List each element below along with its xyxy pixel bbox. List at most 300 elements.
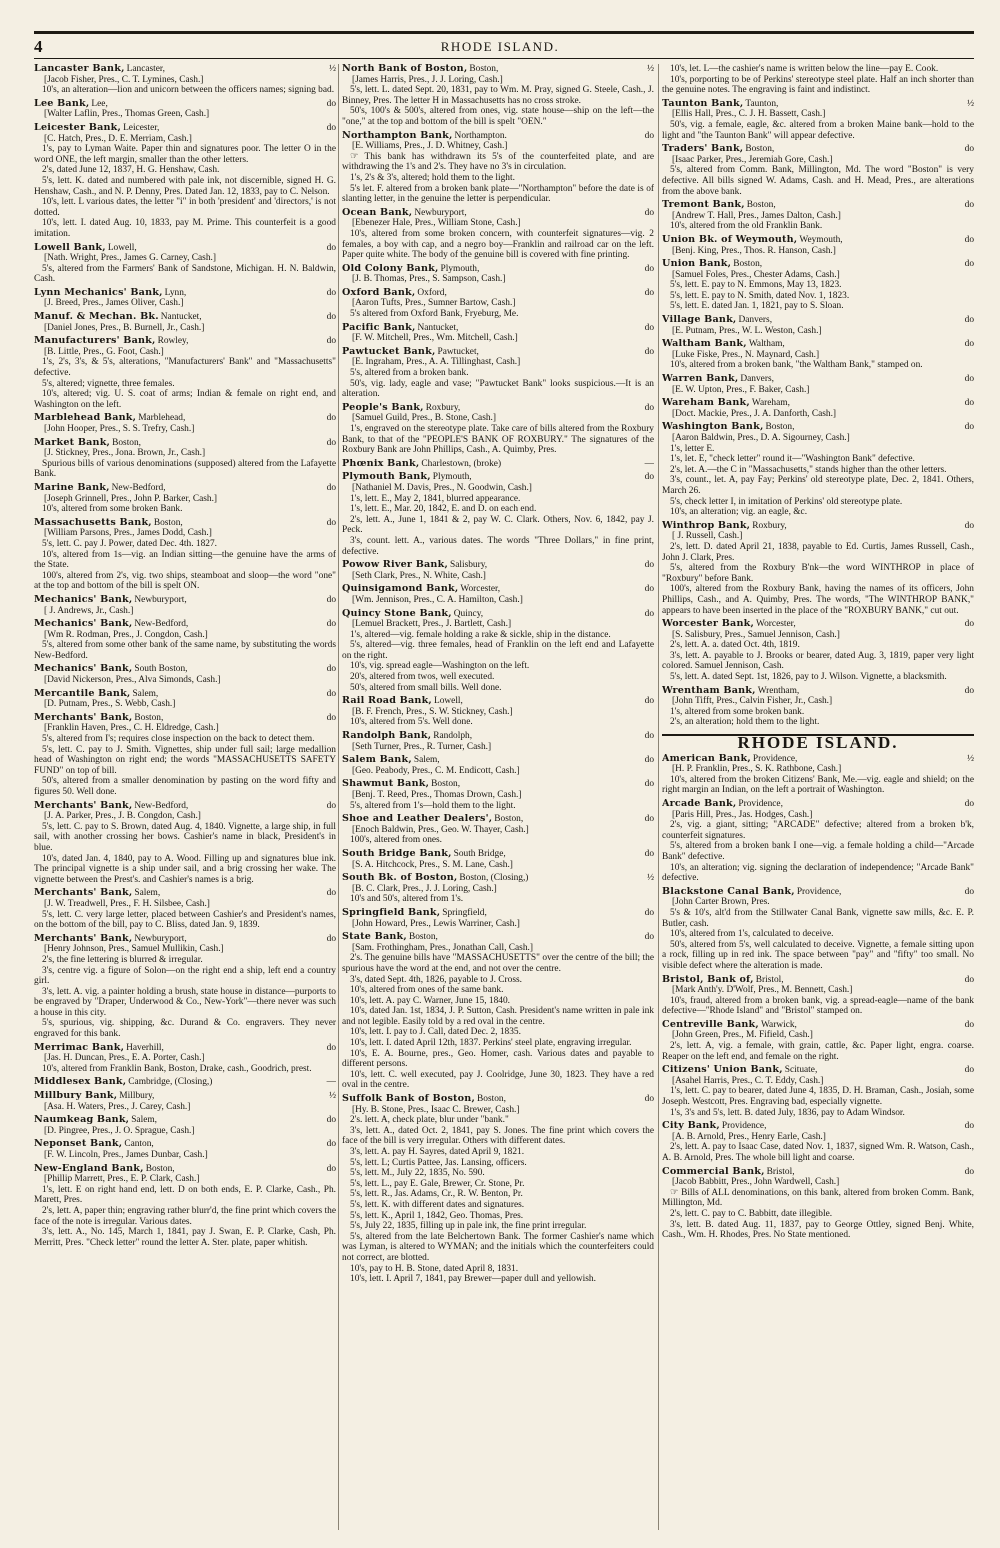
discount-rate: —: [326, 1077, 336, 1088]
bank-location: Plymouth,: [440, 263, 480, 274]
bank-officers: [Henry Johnson, Pres., Samuel Mullikin, Cash.]: [44, 944, 224, 955]
bank-name: Merchants' Bank,: [34, 711, 133, 723]
discount-rate: do: [644, 322, 654, 333]
bank-location: Springfield,: [442, 907, 487, 918]
bank-name: Mechanics' Bank,: [34, 593, 133, 605]
bank-officers: [William Parsons, Pres., James Dodd, Cash.]: [44, 528, 212, 539]
bank-title: [342, 779, 460, 790]
bank-entry-header: [342, 696, 654, 707]
counterfeit-note: 2's, an alteration; hold them to the light.: [670, 717, 820, 728]
bank-entry: [342, 208, 654, 261]
bank-officers: [Aaron Baldwin, Pres., D. A. Sigourney, Cash.]: [672, 433, 850, 443]
bank-name: Middlesex Bank,: [34, 1076, 127, 1088]
discount-rate: do: [644, 130, 654, 141]
bank-name: Wareham Bank,: [662, 397, 750, 409]
bank-entry-header: [662, 259, 974, 270]
bank-title: [34, 64, 165, 75]
bank-location: Danvers,: [738, 315, 773, 326]
bank-entry-header: [34, 801, 336, 812]
bank-entry: [34, 483, 336, 515]
discount-rate: do: [964, 1166, 974, 1177]
running-head: RHODE ISLAND.: [440, 39, 560, 54]
bank-name: Phœnix Bank,: [342, 457, 420, 469]
bank-entry: [342, 560, 654, 581]
bank-officers: [Mark Anth'y. D'Wolf, Pres., M. Bennett, Cash.]: [672, 985, 853, 996]
bank-entry-header: [342, 288, 654, 299]
bank-entry: [662, 1167, 974, 1241]
bank-officers: [Jacob Fisher, Pres., C. T. Lymines, Cash.]: [44, 74, 204, 85]
bank-location: Boston,: [746, 200, 776, 211]
bank-officers: [E. Putnam, Pres., W. L. Weston, Cash.]: [672, 325, 822, 336]
bank-location: Roxbury,: [425, 402, 461, 413]
bank-name: Oxford Bank,: [342, 286, 416, 298]
bank-title: [342, 814, 523, 825]
bank-location: Boston,: [745, 144, 775, 155]
discount-rate: ½: [966, 98, 974, 109]
bank-entry: [342, 403, 654, 456]
bank-entry-header: [662, 1121, 974, 1132]
bank-title: [34, 312, 202, 323]
discount-rate: do: [326, 98, 336, 109]
counterfeit-note: 10's, fraud, altered from a broken bank, vig. a spread-eagle—name of the bank defective—"Rhode Island" and "Bristol" stamped on.: [662, 995, 974, 1017]
bank-title: [662, 339, 785, 350]
counterfeit-note: 5's, lett. K. with different dates and signatures.: [350, 1199, 525, 1210]
counterfeit-note: 5's, lett. M., July 22, 1835, No. 590.: [350, 1168, 485, 1179]
bank-officers: [Benj. T. Reed, Pres., Thomas Drown, Cash.]: [352, 790, 522, 800]
bank-location: Weymouth,: [799, 234, 843, 245]
bank-location: Charlestown, (broke): [421, 458, 502, 469]
discount-rate: do: [326, 619, 336, 630]
counterfeit-note: 2's. lett. A, check plate, blur under "bank.": [350, 1115, 509, 1126]
bank-location: Oxford,: [417, 287, 447, 298]
bank-location: Salem,: [134, 888, 161, 899]
counterfeit-note: 1's, altered from some broken bank.: [670, 706, 805, 717]
bank-location: Boston,: [408, 932, 438, 943]
bank-entry-header: [342, 131, 654, 142]
bank-location: Nantucket,: [160, 312, 202, 323]
bank-title: [34, 1043, 164, 1054]
bank-entry: [34, 713, 336, 798]
discount-rate: do: [644, 584, 654, 595]
bank-location: Bristol,: [766, 1166, 795, 1177]
bank-location: Lee,: [91, 98, 108, 109]
counterfeit-note: 10's, altered; vig. U. S. coat of arms; Indian & female on right end, and Washington on the left.: [34, 389, 336, 410]
counterfeit-note: 5's, altered from I's; requires close inspection on the back to detect them.: [42, 734, 315, 745]
discount-rate: do: [644, 263, 654, 274]
counterfeit-note: 5's, spurious, vig. shipping, &c. Durand & Co. engravers. They never engraved for this bank.: [34, 1018, 336, 1040]
discount-rate: do: [644, 346, 654, 357]
bank-entry: [662, 374, 974, 395]
bank-location: Boston,: [765, 422, 795, 433]
bank-officers: [John Howard, Pres., Lewis Warriner, Cash.]: [352, 918, 520, 929]
counterfeit-note: 5's, lett. E. pay to N. Smith, dated Nov. 1, 1823.: [670, 290, 850, 301]
counterfeit-note: 2's, lett. A, vig. a female, with grain, cattle, &c. Paper light, engra. coarse. Reaper on the left end, and female on the right.: [662, 1041, 974, 1062]
bank-entry: [662, 398, 974, 419]
bank-name: Tremont Bank,: [662, 199, 745, 211]
bank-entry: [34, 1115, 336, 1136]
counterfeit-note: 50's, altered from small bills. Well done.: [350, 682, 502, 693]
counterfeit-note: 2's. The genuine bills have "MASSACHUSETTS" over the centre of the bill; the spurious have the word at the end, and not over the centre.: [342, 953, 654, 974]
bank-location: Newburyport,: [134, 594, 187, 605]
bank-location: Boston,: [733, 259, 763, 270]
bank-title: [342, 560, 487, 571]
bank-name: City Bank,: [662, 1120, 720, 1132]
column-divider: [338, 64, 339, 1530]
bank-title: [342, 1094, 506, 1105]
bank-officers: [David Nickerson, Pres., Alva Simonds, Cash.]: [44, 675, 221, 686]
bank-title: [34, 123, 159, 134]
bank-officers: [Hy. B. Stone, Pres., Isaac C. Brewer, Cash.]: [352, 1104, 520, 1115]
bank-title: [342, 731, 472, 742]
bank-location: New-Bedford,: [134, 619, 189, 630]
bank-name: Wrentham Bank,: [662, 684, 756, 696]
counterfeit-note: 10's, lett. I. dated April 12th, 1837. Perkins' steel plate, engraving irregular.: [350, 1038, 632, 1049]
bank-officers: [D. Pingree, Pres., J. O. Sprague, Cash.]: [44, 1125, 195, 1136]
bank-entry-header: [34, 288, 336, 299]
bank-entry: [34, 801, 336, 886]
counterfeit-note: 5's, lett. E. pay to N. Emmons, May 13, 1823.: [670, 280, 842, 291]
bank-entry-header: [34, 1077, 336, 1088]
bank-officers: [Wm R. Rodman, Pres., J. Congdon, Cash.]: [44, 629, 208, 640]
bank-name: South Bk. of Boston,: [342, 872, 458, 884]
bank-officers: [Lemuel Brackett, Pres., J. Bartlett, Cash.]: [352, 619, 512, 630]
discount-rate: do: [326, 688, 336, 699]
bank-title: [662, 422, 794, 433]
bank-officers: [Daniel Jones, Pres., B. Burnell, Jr., Cash.]: [44, 322, 205, 333]
bank-title: [662, 754, 797, 765]
counterfeit-note: 3's, lett. A. pay H. Sayres, dated April 9, 1821.: [350, 1147, 525, 1157]
bank-entry-header: [342, 584, 654, 595]
bank-location: Worcester,: [460, 584, 501, 595]
counterfeit-note: 20's, altered from twos, well executed.: [350, 672, 495, 683]
bank-title: [34, 801, 188, 812]
bank-name: Shoe and Leather Dealers',: [342, 813, 493, 825]
bank-entry-header: [342, 779, 654, 790]
counterfeit-note: 10's, porporting to be of Perkins' stereotype steel plate. Half an inch shorter than the genuine notes. The engraving is faint and indistinct.: [662, 74, 974, 96]
bank-entry: [342, 323, 654, 344]
discount-rate: do: [644, 402, 654, 413]
discount-rate: ½: [646, 64, 654, 74]
bank-officers: [Ellis Hall, Pres., C. J. H. Bassett, Cash.]: [672, 109, 826, 120]
bank-title: [34, 518, 183, 529]
bank-entry-header: [342, 731, 654, 742]
header-rule: [34, 58, 974, 59]
counterfeit-note: 5's, altered from the late Belchertown Bank. The former Cashier's name which was Lyman, is altered to WYMAN; and the initials which the counterfeiters could not correct, are blotted.: [342, 1231, 654, 1263]
bank-name: New-England Bank,: [34, 1162, 144, 1174]
discount-rate: do: [644, 207, 654, 218]
bank-location: Salem,: [413, 755, 440, 766]
bank-location: Cambridge, (Closing,): [128, 1077, 213, 1088]
bank-entry-header: [34, 99, 336, 110]
discount-rate: do: [644, 287, 654, 298]
bank-entry-header: [342, 208, 654, 219]
bank-officers: [John Green, Pres., M. Fifield, Cash.]: [672, 1030, 813, 1041]
bank-location: Salem,: [131, 1115, 157, 1126]
bank-entry-header: [34, 1043, 336, 1054]
discount-rate: do: [326, 1115, 336, 1126]
bank-location: Lynn,: [164, 287, 187, 298]
counterfeit-note: 50's, vig. lady, eagle and vase; "Pawtucket Bank" looks suspicious.—It is an alteration.: [342, 378, 654, 400]
bank-officers: [Isaac Parker, Pres., Jeremiah Gore, Cash.]: [672, 154, 833, 165]
bank-entry-header: [34, 595, 336, 606]
bank-officers: [Samuel Guild, Pres., B. Stone, Cash.]: [352, 413, 497, 424]
bank-name: Lancaster Bank,: [34, 64, 125, 74]
bank-name: Quinsigamond Bank,: [342, 583, 459, 595]
discount-rate: do: [644, 932, 654, 943]
counterfeit-note: 50's, 100's & 500's, altered from ones, vig. state house—ship on the left—the "one," at the top and bottom of the bill is spelt "OEN.": [342, 106, 654, 127]
bank-location: Quincy,: [453, 608, 484, 619]
counterfeit-note: 5's let. F. altered from a broken bank plate—"Northampton" before the date is of slanting letter, in the genuine the letter is perpendicular.: [342, 183, 654, 205]
counterfeit-note: 10's, altered from some broken concern, with counterfeit signatures—vig. 2 females, a boy with cap, and a negro boy—Franklin and railroad car on the left. Paper quite white. The body of the genuine bill is covered with fine printing.: [342, 228, 654, 261]
bank-entry: [34, 619, 336, 661]
discount-rate: do: [326, 1042, 336, 1053]
discount-rate: do: [964, 374, 974, 385]
bank-title: [34, 99, 108, 110]
bank-entry: [342, 873, 654, 905]
bank-name: Warren Bank,: [662, 373, 739, 385]
bank-entry: [342, 814, 654, 846]
top-double-rule: [34, 31, 974, 34]
bank-entry-header: [342, 459, 654, 470]
discount-rate: do: [326, 482, 336, 493]
counterfeit-note: 50's, altered from a smaller denomination by pasting on the word fifty and figures 50. Well done.: [34, 776, 336, 797]
discount-rate: do: [644, 1094, 654, 1105]
bank-name: Worcester Bank,: [662, 618, 755, 630]
counterfeit-note: 10's, altered from some broken Bank.: [42, 504, 183, 515]
bank-entry-header: [662, 315, 974, 326]
bank-location: Providence,: [796, 886, 842, 897]
bank-name: Bristol, Bank of,: [662, 973, 754, 985]
bank-name: Citizens' Union Bank,: [662, 1064, 783, 1076]
bank-name: Marine Bank,: [34, 481, 110, 493]
bank-entry-header: [662, 975, 974, 986]
bank-entry: [342, 849, 654, 870]
bank-entry: [342, 1094, 654, 1285]
counterfeit-note: 10's, dated Jan. 4, 1840, pay to A. Wood. Filling up and signatures blue ink. The principal vignette is a ship under sail, and a brig crossing her wake. The vignette between the Prest's. and Cashier's names is a brig.: [34, 853, 336, 885]
bank-name: Rail Road Bank,: [342, 695, 432, 707]
bank-name: State Bank,: [342, 931, 407, 943]
bank-officers: [Asa. H. Waters, Pres., J. Carey, Cash.]: [44, 1101, 191, 1112]
bank-name: People's Bank,: [342, 401, 424, 413]
bank-entry: [662, 200, 974, 232]
bank-entry: [662, 339, 974, 371]
bank-entry-header: [34, 888, 336, 899]
bank-location: Providence,: [721, 1121, 767, 1132]
bank-location: Roxbury,: [752, 520, 787, 531]
counterfeit-note: 10's, altered from the old Franklin Bank.: [670, 221, 823, 232]
column-2: [342, 64, 654, 1534]
bank-entry: [34, 934, 336, 1040]
bank-officers: [Doct. Mackie, Pres., J. A. Danforth, Cash.]: [672, 408, 837, 419]
discount-rate: do: [964, 422, 974, 433]
bank-entry: [34, 1164, 336, 1249]
counterfeit-note: 5's, July 22, 1835, filling up in pale ink, the fine print irregular.: [350, 1221, 587, 1232]
bank-location: Wareham,: [751, 398, 790, 409]
discount-rate: do: [644, 814, 654, 825]
bank-entry: [662, 99, 974, 141]
counterfeit-note: 1's, let. E, "check letter" round it—"Washington Bank" defective.: [670, 454, 915, 465]
bank-location: Boston,: [431, 779, 461, 790]
bank-title: [342, 873, 528, 884]
bank-entry: [34, 438, 336, 480]
bank-title: [34, 243, 137, 254]
bank-entry: [34, 689, 336, 710]
counterfeit-note: 5's, altered—vig. three females, head of Franklin on the left end and Lafayette on the right.: [342, 640, 654, 661]
bank-entry-header: [662, 1065, 974, 1076]
counterfeit-note: ☞ This bank has withdrawn its 5's of the counterfeited plate, and are withdrawing the 1's and 2's. They have no 3's in circulation.: [342, 151, 654, 173]
counterfeit-note: Spurious bills of various denominations (supposed) altered from the Lafayette Bank.: [34, 458, 336, 480]
counterfeit-note: 3's, lett. A., No. 145, March 1, 1841, pay J. Swan, E. P. Clarke, Cash, Ph. Merritt, Pres. "Check letter" round the letter A. Ster. plate, paper whitish.: [34, 1227, 336, 1248]
bank-entry-header: [34, 64, 336, 75]
bank-title: [662, 235, 843, 246]
bank-entry-header: [342, 849, 654, 860]
bank-officers: [J. Stickney, Pres., Jona. Brown, Jr., Cash.]: [44, 448, 206, 459]
counterfeit-note: 10's, an alteration; vig. an eagle, &c.: [670, 507, 808, 518]
bank-entry-header: [662, 99, 974, 110]
bank-title: [342, 849, 506, 860]
bank-location: Newburyport,: [134, 933, 187, 944]
bank-name: Springfield Bank,: [342, 906, 441, 918]
counterfeit-note: 10's, lett. I. pay to J. Call, dated Dec. 2, 1835.: [350, 1027, 521, 1038]
discount-rate: do: [964, 974, 974, 985]
bank-entry-header: [34, 689, 336, 700]
bank-title: [34, 413, 185, 424]
counterfeit-note: 1's, letter E.: [670, 443, 715, 454]
bank-entry-header: [34, 336, 336, 347]
bank-name: Shawmut Bank,: [342, 778, 430, 790]
bank-name: Pacific Bank,: [342, 321, 416, 333]
counterfeit-note: 50's, altered from 5's, well calculated to deceive. Vignette, a female sitting upon a rock, filling up in red ink. The space between "pay" and "fifty" too small. No visible defect where the alteration is made.: [662, 939, 974, 971]
bank-entry: [662, 686, 974, 728]
bank-officers: [Jacob Babbitt, Pres., John Wardwell, Cash.]: [672, 1177, 840, 1188]
bank-officers: [B. Little, Pres., G. Foot, Cash.]: [44, 346, 164, 357]
bank-entry-header: [342, 323, 654, 334]
bank-entry: [34, 595, 336, 616]
bank-location: Salisbury,: [450, 560, 488, 571]
counterfeit-note: 5's, altered from a broken bank I one—vig. a female holding a child—"Arcade Bank" defective.: [662, 841, 974, 862]
bank-entry-header: [34, 413, 336, 424]
bank-title: [662, 259, 762, 270]
bank-entry: [342, 584, 654, 605]
bank-location: Newburyport,: [414, 207, 467, 218]
bank-entry: [34, 312, 336, 333]
bank-officers: [Sam. Frothingham, Pres., Jonathan Call, Cash.]: [352, 942, 533, 953]
bank-entry: [342, 347, 654, 400]
counterfeit-note: 3's, lett. A., dated Oct. 2, 1841, pay S. Jones. The fine print which covers the face of the bill is very irregular. Others with different dates.: [342, 1125, 654, 1147]
bank-name: Merchants' Bank,: [34, 887, 133, 899]
bank-officers: [Ebenezer Hale, Pres., William Stone, Cash.]: [352, 218, 521, 229]
bank-location: New-Bedford,: [134, 800, 189, 811]
bank-entry: [662, 975, 974, 1017]
bank-entry: [342, 932, 654, 1091]
bank-name: Union Bank,: [662, 258, 732, 270]
bank-officers: [F. W. Lincoln, Pres., James Dunbar, Cash.]: [44, 1150, 208, 1160]
counterfeit-note: 5's, check letter I, in imitation of Perkins' old stereotype plate.: [670, 496, 903, 507]
bank-entry-header: [342, 264, 654, 275]
counterfeit-note: 5's, altered from Comm. Bank, Millington, Md. The word "Boston" is very defective. All bills signed W. Adams, Cash. and H. Mead, Pres., are alterations from the above bank.: [662, 165, 974, 197]
counterfeit-note: 5's, lett. C. pay to S. Brown, dated Aug. 4, 1840. Vignette, a large ship, in full sail, with another crossing her bows. Cashier's name in black, President's in blue.: [34, 821, 336, 853]
bank-name: Manuf. & Mechan. Bk.: [34, 311, 159, 323]
bank-entry-header: [34, 123, 336, 134]
bank-officers: [Wm. Jennison, Pres., C. A. Hamilton, Cash.]: [352, 594, 523, 605]
discount-rate: ½: [966, 753, 974, 764]
bank-name: Commercial Bank,: [662, 1165, 765, 1177]
bank-title: [342, 472, 472, 483]
bank-officers: [A. B. Arnold, Pres., Henry Earle, Cash.]: [672, 1131, 826, 1142]
bank-location: New-Bedford,: [111, 482, 166, 493]
bank-title: [342, 908, 487, 919]
bank-entry: [34, 413, 336, 434]
counterfeit-note: 2's, lett. A. a. dated Oct. 4th, 1819.: [670, 640, 800, 651]
discount-rate: do: [644, 608, 654, 619]
bank-title: [34, 595, 187, 606]
counterfeit-note: 10's, lett. C. well executed, pay J. Coolridge, June 30, 1823. They have a red oval in the centre.: [342, 1069, 654, 1091]
column-3: [662, 64, 974, 1534]
bank-entry: [342, 64, 654, 128]
counterfeit-note: 10's, dated Jan. 1st, 1834, J. P. Sutton, Cash. President's name written in pale ink and not legible. Easily told by a red oval in the centre.: [342, 1006, 654, 1027]
bank-location: Worcester,: [756, 619, 796, 630]
bank-officers: [Joseph Grinnell, Pres., John P. Barker, Cash.]: [44, 493, 218, 504]
bank-location: Marblehead,: [138, 413, 186, 424]
bank-entry-header: [342, 403, 654, 414]
bank-location: Boston,: [469, 64, 499, 74]
bank-title: [662, 315, 772, 326]
counterfeit-note: 1's, lett. E., Mar. 20, 1842, E. and D. on each end.: [350, 504, 537, 515]
bank-officers: [Benj. King, Pres., Thos. R. Hanson, Cash.]: [672, 245, 836, 256]
bank-title: [662, 374, 774, 385]
bank-location: Millbury,: [119, 1091, 155, 1102]
discount-rate: do: [964, 259, 974, 270]
bank-location: Scituate,: [784, 1065, 818, 1076]
counterfeit-note: 10's, altered from 5's. Well done.: [350, 717, 473, 728]
bank-name: Powow River Bank,: [342, 559, 448, 571]
bank-entry-header: [342, 64, 654, 75]
bank-entry: [342, 731, 654, 752]
discount-rate: do: [964, 398, 974, 409]
bank-name: Lynn Mechanics' Bank,: [34, 286, 163, 298]
counterfeit-note: 100's, altered from the Roxbury Bank, having the names of its officers, John Phillips, Cash., and A. Quimby, Pres. The words, "The WINTHROP BANK," appears to have been inserted in the place of the "ROXBURY BANK," cut out.: [662, 584, 974, 616]
bank-entry-header: [34, 438, 336, 449]
bank-officers: [John Carter Brown, Pres.: [672, 897, 770, 908]
bank-title: [662, 200, 776, 211]
bank-location: Taunton,: [745, 98, 779, 109]
bank-officers: [E. Williams, Pres., J. D. Whitney, Cash.]: [352, 141, 508, 152]
bank-entry: [662, 1065, 974, 1118]
bank-title: [342, 264, 479, 275]
bank-entry: [34, 288, 336, 309]
counterfeit-note: 10's, altered from 1s—vig. an Indian sitting—the genuine have the arms of the State.: [34, 549, 336, 571]
discount-rate: do: [964, 799, 974, 809]
discount-rate: do: [326, 312, 336, 323]
bank-name: Naumkeag Bank,: [34, 1114, 130, 1126]
counterfeit-note: 10's, let. L—the cashier's name is written below the line—pay E. Cook.: [670, 64, 939, 74]
counterfeit-note: 1's, engraved on the stereotype plate. Take care of bills altered from the Roxbury Bank, to that of the "PEOPLE'S BANK OF ROXBURY." The signatures of the Roxbury Bank are John Phillips, Cash., A. Quimby, Pres.: [342, 424, 654, 456]
bank-officers: [S. Salisbury, Pres., Samuel Jennison, Cash.]: [672, 629, 840, 640]
bank-entry: [662, 619, 974, 683]
bank-officers: [D. Putnam, Pres., S. Webb, Cash.]: [44, 699, 176, 710]
counterfeit-note: 10's, lett. I. April 7, 1841, pay Brewer—paper dull and yellowish.: [350, 1274, 596, 1285]
discount-rate: do: [964, 339, 974, 350]
bank-location: Boston,: [112, 437, 142, 448]
bank-entry-header: [342, 908, 654, 919]
discount-rate: do: [644, 731, 654, 742]
bank-title: [34, 288, 186, 299]
counterfeit-note: 1's, lett. C. pay to bearer, dated June 4, 1835, D. H. Braman, Cash., Josiah, some Joseph. Westcott, Pres. Engraving bad, especially vignette.: [662, 1086, 974, 1108]
counterfeit-note: 2's, lett. A, paper thin; engraving rather blurr'd, the fine print which covers the face of the note is irregular. Various dates.: [34, 1205, 336, 1227]
bank-location: Providence,: [738, 799, 783, 809]
bank-entry: [662, 259, 974, 312]
discount-rate: do: [326, 1139, 336, 1150]
